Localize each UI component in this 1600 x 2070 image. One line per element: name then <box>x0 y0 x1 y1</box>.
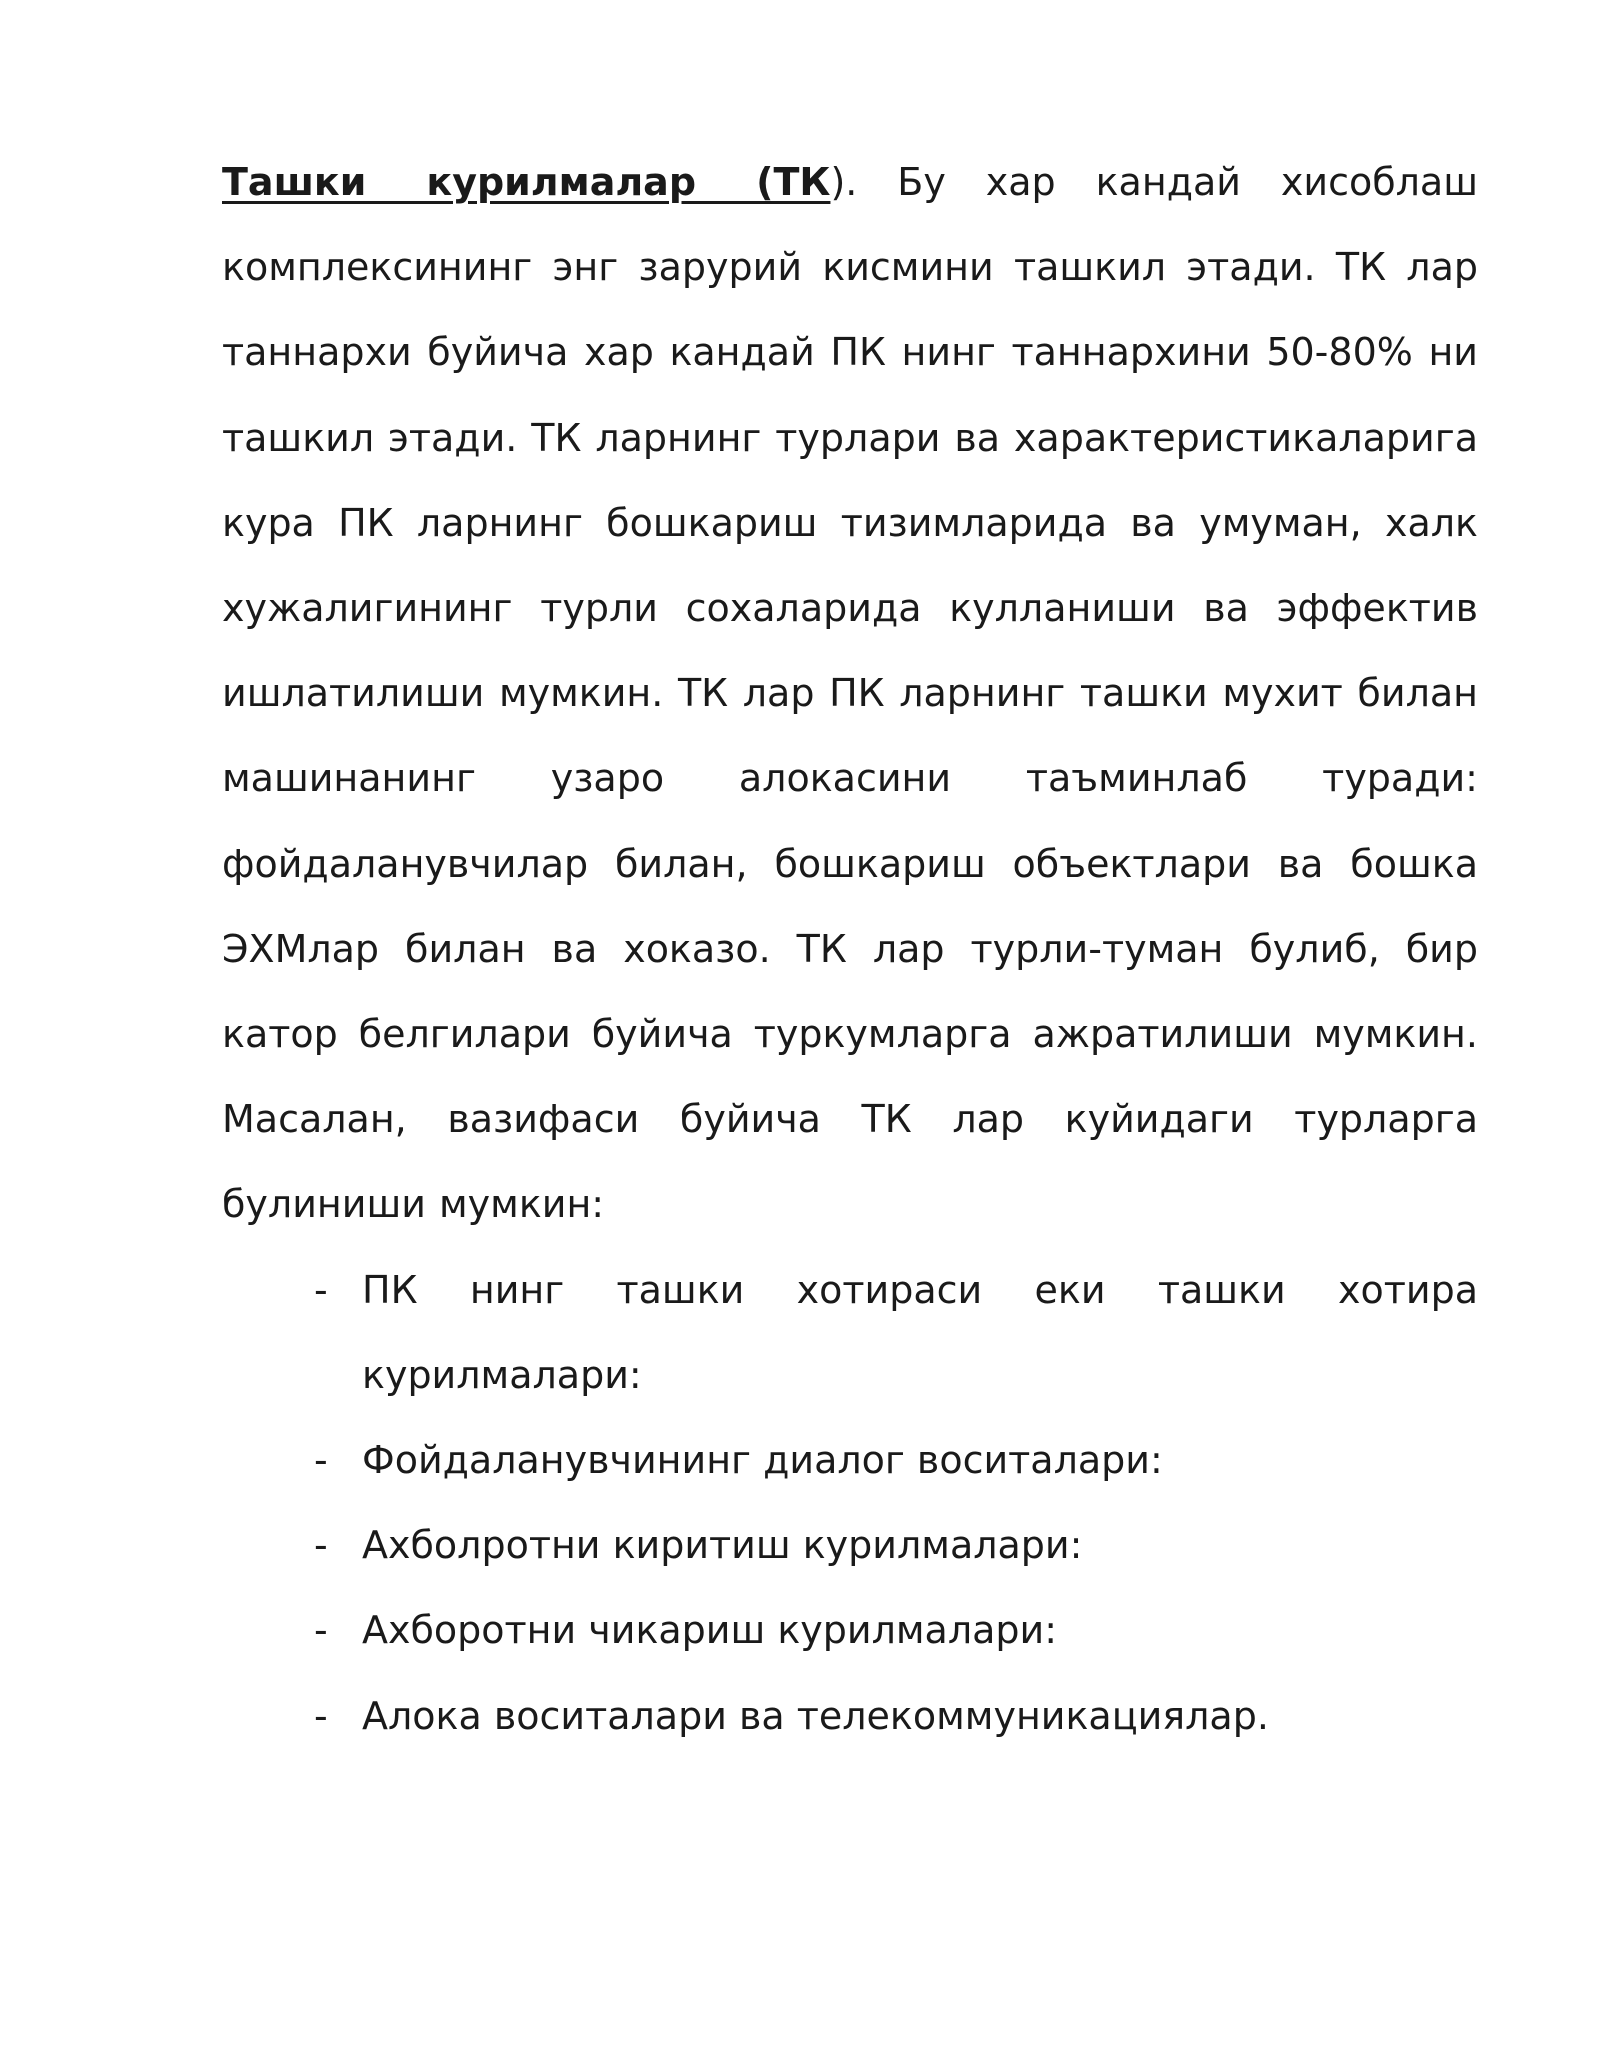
list-dash: - <box>314 1267 328 1312</box>
device-type-list <box>222 1248 1478 1759</box>
document-page <box>222 140 1478 1759</box>
list-item <box>222 1503 1478 1588</box>
paragraph-text: ). Бу хар кандай хисоблаш комплексининг энг зарурий кисмини ташкил этади. ТК лар таннархи буйича хар кандай ПК нинг таннархини 50-80% ни ташкил этади. ТК ларнинг турлари ва характеристикаларига кура ПК ларнинг бошкариш тизимларида ва умуман, халк хужалигининг турли сохаларида кулланиши ва эффектив ишлатилиши мумкин. ТК лар ПК ларнинг ташки мухит билан машинанинг узаро алокасини таъминлаб туради: фойдаланувчилар билан, бошкариш объектлари ва бошка ЭХМлар билан ва хоказо. ТК лар турли-туман булиб, бир катор белгилари буйича туркумларга ажратилиши мумкин. Масалан, вазифаси буйича ТК лар куйидаги турларга булиниши мумкин: <box>222 160 1478 1227</box>
list-dash: - <box>314 1608 328 1653</box>
list-item-text: Фойдаланувчининг диалог воситалари: <box>362 1438 1163 1483</box>
list-dash: - <box>314 1438 328 1483</box>
list-item <box>222 1674 1478 1759</box>
list-item-text: Ахболротни киритиш курилмалари: <box>362 1523 1083 1568</box>
list-dash: - <box>314 1693 328 1738</box>
term-heading: Ташки курилмалар (ТК <box>222 160 831 204</box>
list-item-text: Алока воситалари ва телекоммуникациялар. <box>362 1693 1269 1738</box>
list-item <box>222 1248 1478 1418</box>
list-item-text: Ахборотни чикариш курилмалари: <box>362 1608 1058 1653</box>
body-paragraph <box>222 140 1478 1248</box>
list-item <box>222 1418 1478 1503</box>
list-item-text: ПК нинг ташки хотираси еки ташки хотира курилмалари: <box>362 1267 1478 1397</box>
list-dash: - <box>314 1523 328 1568</box>
list-item <box>222 1588 1478 1673</box>
